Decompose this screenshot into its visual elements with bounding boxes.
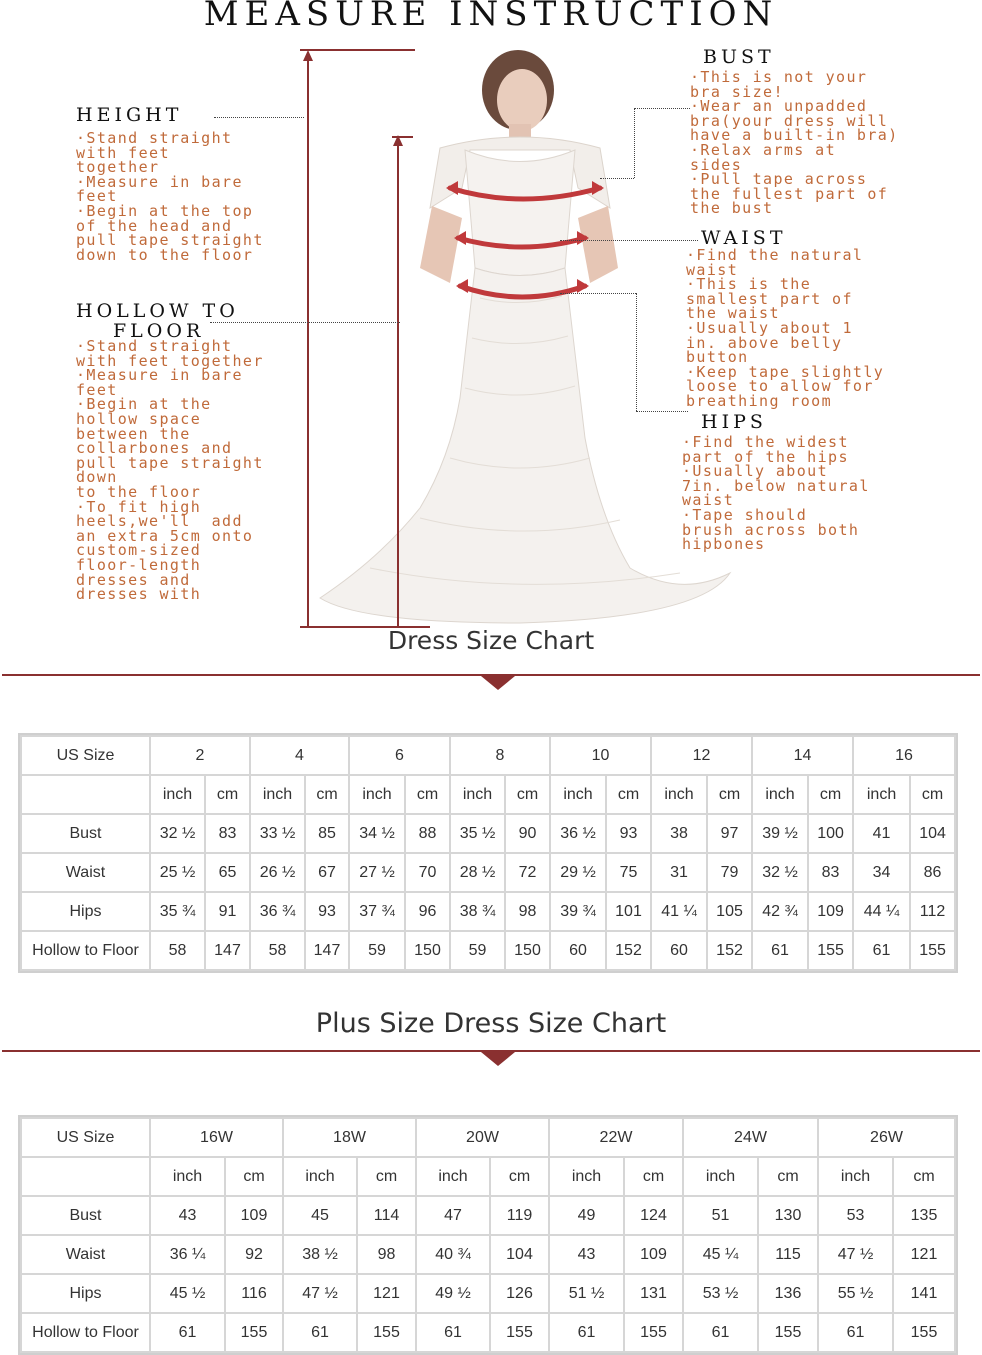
bust-heading: BUST: [703, 46, 775, 68]
table-cell: 61: [683, 1313, 758, 1352]
table-cell: 72: [505, 853, 550, 892]
unit-cm: cm: [910, 775, 955, 814]
table-cell: 38 ¾: [450, 892, 505, 931]
table-cell: 155: [910, 931, 955, 970]
unit-inch: inch: [550, 775, 606, 814]
hips-instructions: ·Find the widest part of the hips ·Usually about 7in. below natural waist ·Tape should brush across both hipbones: [682, 433, 870, 554]
row-label: Bust: [21, 1196, 150, 1235]
table-cell: 136: [758, 1274, 818, 1313]
table-cell: 135: [893, 1196, 955, 1235]
table-cell: 44 ¼: [853, 892, 910, 931]
unit-inch: inch: [150, 775, 205, 814]
table-cell: 28 ½: [450, 853, 505, 892]
unit-cm: cm: [205, 775, 250, 814]
unit-cm: cm: [305, 775, 349, 814]
hollow-instructions: ·Stand straight with feet together ·Measure in bare feet ·Begin at the hollow space between the collarbones and pull tape straight down to the floor ·To fit high heels,we'll add an extra 5cm onto custom-sized floor-length dresses and dresses with: [76, 337, 264, 604]
size-header-26W: 26W: [818, 1118, 955, 1157]
table-cell: 41: [853, 814, 910, 853]
unit-inch: inch: [349, 775, 405, 814]
table-cell: 59: [450, 931, 505, 970]
table-cell: 49: [549, 1196, 624, 1235]
table-cell: 58: [250, 931, 305, 970]
unit-inch: inch: [150, 1157, 225, 1196]
row-label: Hollow to Floor: [21, 1313, 150, 1352]
table-cell: 39 ½: [752, 814, 808, 853]
height-leader-line: [214, 117, 304, 118]
unit-inch: inch: [853, 775, 910, 814]
table-cell: 75: [606, 853, 651, 892]
unit-inch: inch: [683, 1157, 758, 1196]
size-header-2: 2: [150, 736, 250, 775]
table-cell: 100: [808, 814, 853, 853]
table-cell: 65: [205, 853, 250, 892]
table-cell: 35 ½: [450, 814, 505, 853]
row-label: Waist: [21, 853, 150, 892]
us-size-header: US Size: [21, 1118, 150, 1157]
table-row: [21, 814, 955, 853]
unit-cm: cm: [357, 1157, 416, 1196]
height-measure-line: [295, 45, 415, 635]
waist-leader-line: [560, 240, 698, 241]
table-cell: 85: [305, 814, 349, 853]
table-cell: 114: [357, 1196, 416, 1235]
size-header-18W: 18W: [283, 1118, 416, 1157]
table-row: [21, 892, 955, 931]
table-cell: 51 ½: [549, 1274, 624, 1313]
table-cell: 86: [910, 853, 955, 892]
plus-chart-title: Plus Size Dress Size Chart: [315, 1008, 667, 1039]
size-header-12: 12: [651, 736, 752, 775]
table-cell: 79: [707, 853, 752, 892]
table-cell: 60: [550, 931, 606, 970]
hips-leader-vertical: [636, 293, 637, 411]
table-cell: 32 ½: [150, 814, 205, 853]
table-cell: 36 ½: [550, 814, 606, 853]
hips-leader-top: [560, 293, 636, 294]
table-cell: 121: [893, 1235, 955, 1274]
table-cell: 61: [818, 1313, 893, 1352]
unit-cm: cm: [707, 775, 752, 814]
unit-row-label: [21, 775, 150, 814]
table-cell: 155: [808, 931, 853, 970]
table-cell: 45 ¼: [683, 1235, 758, 1274]
bust-leader-bottom: [600, 178, 634, 179]
dress-chart-title: Dress Size Chart: [387, 626, 595, 655]
table-cell: 25 ½: [150, 853, 205, 892]
bust-instructions: ·This is not your bra size! ·Wear an unpadded bra(your dress will have a built-in bra) ·Relax arms at sides ·Pull tape across the fullest part of the bust: [690, 68, 899, 218]
plus-chart-divider-arrow: [481, 1052, 515, 1066]
unit-inch: inch: [752, 775, 808, 814]
dress-size-table: [20, 735, 956, 971]
table-cell: 121: [357, 1274, 416, 1313]
table-unit-row: [21, 775, 955, 814]
table-cell: 35 ¾: [150, 892, 205, 931]
table-cell: 97: [707, 814, 752, 853]
table-cell: 53: [818, 1196, 893, 1235]
table-cell: 43: [549, 1235, 624, 1274]
unit-cm: cm: [606, 775, 651, 814]
table-cell: 49 ½: [416, 1274, 490, 1313]
table-cell: 130: [758, 1196, 818, 1235]
size-header-8: 8: [450, 736, 550, 775]
table-cell: 104: [910, 814, 955, 853]
table-cell: 42 ¾: [752, 892, 808, 931]
unit-cm: cm: [490, 1157, 549, 1196]
hollow-heading-line2: FLOOR: [113, 320, 205, 342]
table-cell: 90: [505, 814, 550, 853]
table-row: [21, 1235, 955, 1274]
table-cell: 60: [651, 931, 707, 970]
table-cell: 38: [651, 814, 707, 853]
row-label: Bust: [21, 814, 150, 853]
table-cell: 31: [651, 853, 707, 892]
table-cell: 152: [707, 931, 752, 970]
hips-heading: HIPS: [701, 411, 767, 433]
table-cell: 155: [490, 1313, 549, 1352]
table-cell: 150: [405, 931, 450, 970]
unit-row-label: [21, 1157, 150, 1196]
table-cell: 147: [205, 931, 250, 970]
table-cell: 47 ½: [818, 1235, 893, 1274]
table-cell: 33 ½: [250, 814, 305, 853]
table-cell: 47: [416, 1196, 490, 1235]
table-cell: 155: [225, 1313, 283, 1352]
table-cell: 88: [405, 814, 450, 853]
unit-inch: inch: [416, 1157, 490, 1196]
row-label: Hips: [21, 892, 150, 931]
unit-cm: cm: [405, 775, 450, 814]
table-cell: 55 ½: [818, 1274, 893, 1313]
unit-cm: cm: [808, 775, 853, 814]
size-header-20W: 20W: [416, 1118, 549, 1157]
table-cell: 96: [405, 892, 450, 931]
table-row: [21, 1196, 955, 1235]
table-cell: 105: [707, 892, 752, 931]
waist-heading: WAIST: [701, 227, 787, 249]
table-cell: 51: [683, 1196, 758, 1235]
plus-size-table: [20, 1117, 956, 1353]
table-cell: 61: [416, 1313, 490, 1352]
table-cell: 155: [758, 1313, 818, 1352]
table-cell: 155: [893, 1313, 955, 1352]
size-header-10: 10: [550, 736, 651, 775]
size-header-16W: 16W: [150, 1118, 283, 1157]
table-cell: 61: [283, 1313, 357, 1352]
table-cell: 109: [225, 1196, 283, 1235]
table-cell: 155: [624, 1313, 683, 1352]
table-cell: 93: [305, 892, 349, 931]
unit-inch: inch: [549, 1157, 624, 1196]
table-cell: 36 ¾: [250, 892, 305, 931]
table-cell: 101: [606, 892, 651, 931]
table-cell: 98: [505, 892, 550, 931]
waist-instructions: ·Find the natural waist ·This is the smallest part of the waist ·Usually about 1 in. above belly button ·Keep tape slightly loose to allow for breathing room: [686, 246, 885, 410]
table-cell: 83: [205, 814, 250, 853]
table-cell: 45 ½: [150, 1274, 225, 1313]
table-cell: 43: [150, 1196, 225, 1235]
row-label: Hollow to Floor: [21, 931, 150, 970]
unit-cm: cm: [893, 1157, 955, 1196]
table-cell: 61: [150, 1313, 225, 1352]
size-header-22W: 22W: [549, 1118, 683, 1157]
table-cell: 70: [405, 853, 450, 892]
table-cell: 45: [283, 1196, 357, 1235]
table-cell: 38 ½: [283, 1235, 357, 1274]
row-label: Hips: [21, 1274, 150, 1313]
bust-leader-vertical: [634, 108, 635, 178]
table-unit-row: [21, 1157, 955, 1196]
hips-leader-bottom: [636, 411, 688, 412]
page-title: MEASURE INSTRUCTION: [203, 0, 779, 34]
bust-leader-top: [634, 108, 690, 109]
table-cell: 93: [606, 814, 651, 853]
unit-cm: cm: [505, 775, 550, 814]
table-cell: 131: [624, 1274, 683, 1313]
height-heading: HEIGHT: [76, 104, 183, 126]
unit-cm: cm: [225, 1157, 283, 1196]
height-instructions: ·Stand straight with feet together ·Measure in bare feet ·Begin at the top of the head and pull tape straight down to the floor: [76, 129, 264, 264]
unit-inch: inch: [818, 1157, 893, 1196]
table-cell: 109: [808, 892, 853, 931]
size-header-24W: 24W: [683, 1118, 818, 1157]
table-cell: 61: [752, 931, 808, 970]
table-cell: 116: [225, 1274, 283, 1313]
unit-inch: inch: [283, 1157, 357, 1196]
unit-inch: inch: [250, 775, 305, 814]
table-cell: 152: [606, 931, 651, 970]
unit-inch: inch: [450, 775, 505, 814]
size-header-6: 6: [349, 736, 450, 775]
table-cell: 126: [490, 1274, 549, 1313]
table-row: [21, 1313, 955, 1352]
table-cell: 59: [349, 931, 405, 970]
table-cell: 104: [490, 1235, 549, 1274]
table-cell: 34 ½: [349, 814, 405, 853]
table-cell: 124: [624, 1196, 683, 1235]
table-cell: 58: [150, 931, 205, 970]
unit-cm: cm: [624, 1157, 683, 1196]
table-cell: 115: [758, 1235, 818, 1274]
table-cell: 61: [549, 1313, 624, 1352]
table-cell: 92: [225, 1235, 283, 1274]
row-label: Waist: [21, 1235, 150, 1274]
table-cell: 37 ¾: [349, 892, 405, 931]
table-cell: 39 ¾: [550, 892, 606, 931]
table-cell: 141: [893, 1274, 955, 1313]
table-cell: 83: [808, 853, 853, 892]
table-header-row: [21, 1118, 955, 1157]
us-size-header: US Size: [21, 736, 150, 775]
unit-cm: cm: [758, 1157, 818, 1196]
table-cell: 32 ½: [752, 853, 808, 892]
table-cell: 41 ¼: [651, 892, 707, 931]
table-cell: 26 ½: [250, 853, 305, 892]
table-cell: 147: [305, 931, 349, 970]
size-header-4: 4: [250, 736, 349, 775]
table-cell: 150: [505, 931, 550, 970]
table-cell: 67: [305, 853, 349, 892]
unit-inch: inch: [651, 775, 707, 814]
table-cell: 29 ½: [550, 853, 606, 892]
dress-chart-divider-arrow: [481, 676, 515, 690]
table-cell: 91: [205, 892, 250, 931]
table-cell: 61: [853, 931, 910, 970]
table-row: [21, 853, 955, 892]
table-row: [21, 1274, 955, 1313]
table-cell: 47 ½: [283, 1274, 357, 1313]
size-header-14: 14: [752, 736, 853, 775]
table-cell: 112: [910, 892, 955, 931]
table-cell: 34: [853, 853, 910, 892]
table-cell: 27 ½: [349, 853, 405, 892]
size-header-16: 16: [853, 736, 955, 775]
table-cell: 155: [357, 1313, 416, 1352]
table-cell: 40 ¾: [416, 1235, 490, 1274]
table-header-row: [21, 736, 955, 775]
table-cell: 36 ¼: [150, 1235, 225, 1274]
hollow-leader-line: [210, 322, 400, 323]
table-cell: 119: [490, 1196, 549, 1235]
table-cell: 98: [357, 1235, 416, 1274]
table-row: [21, 931, 955, 970]
table-cell: 53 ½: [683, 1274, 758, 1313]
table-cell: 109: [624, 1235, 683, 1274]
hollow-heading-line1: HOLLOW TO: [76, 300, 239, 322]
